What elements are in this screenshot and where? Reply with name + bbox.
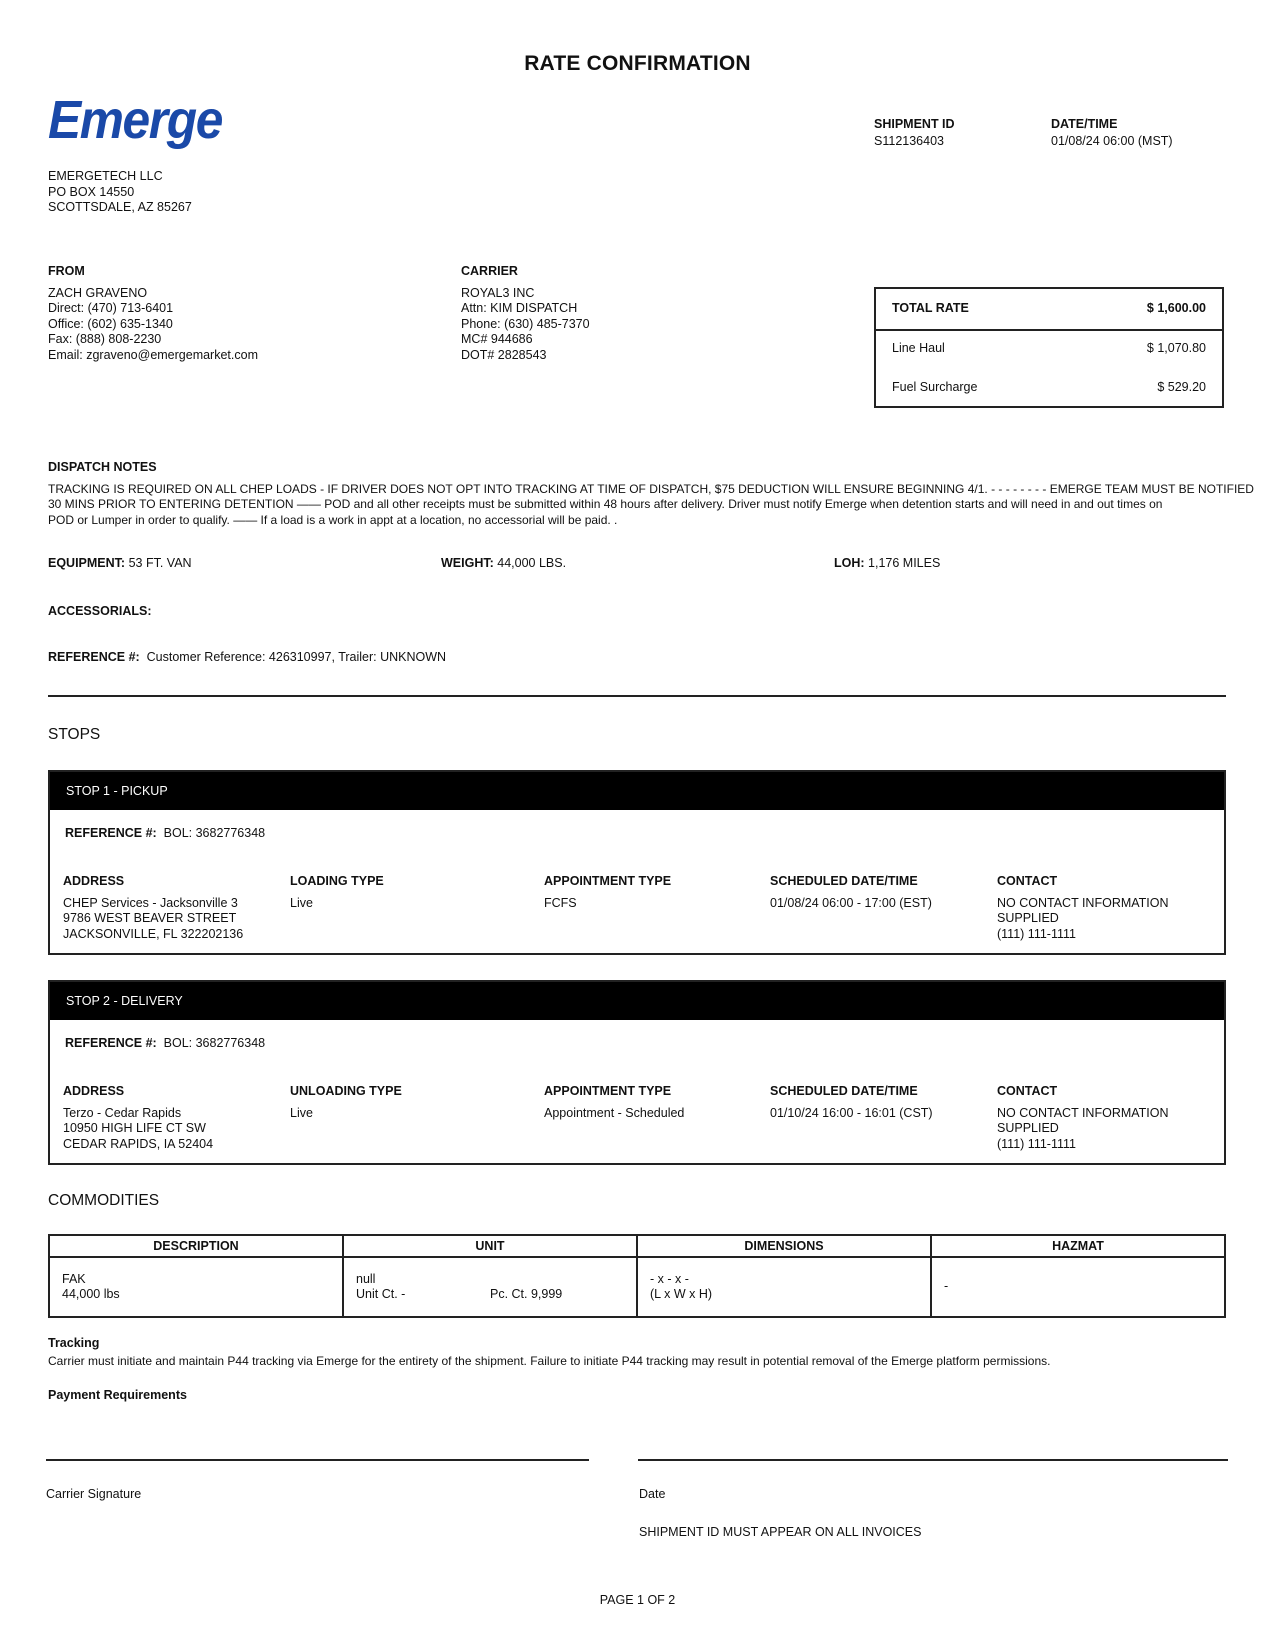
col-description: DESCRIPTION — [49, 1235, 343, 1257]
date-label: Date — [639, 1487, 666, 1501]
date-time-label: DATE/TIME — [1051, 117, 1118, 131]
stop-2-unloading-type — [290, 1084, 402, 1121]
from-label: FROM — [48, 264, 85, 278]
loading-type-value: Live — [290, 895, 313, 910]
carrier-line: ROYAL3 INC — [461, 285, 535, 300]
address-line: JACKSONVILLE, FL 322202136 — [63, 926, 244, 941]
from-line: Direct: (470) 713-6401 — [48, 301, 174, 315]
stop-1-contact — [997, 874, 1169, 942]
contact-line: SUPPLIED — [997, 911, 1059, 925]
page-number: PAGE 1 OF 2 — [599, 1593, 676, 1607]
company-address — [48, 169, 192, 216]
scheduled-value: 01/10/24 16:00 - 16:01 (CST) — [770, 1105, 933, 1120]
tracking-label: Tracking — [48, 1336, 100, 1350]
appointment-type-label: APPOINTMENT TYPE — [544, 1084, 672, 1098]
total-rate-row — [892, 301, 1206, 315]
stop-1-address — [63, 874, 243, 942]
total-rate-label: TOTAL RATE — [892, 301, 969, 315]
stop-1-box — [48, 770, 1226, 955]
reference-label: REFERENCE #: — [48, 650, 140, 664]
stop-2-reference — [65, 1036, 265, 1050]
carrier-signature-label: Carrier Signature — [46, 1487, 142, 1501]
stop-2-contact — [997, 1084, 1169, 1152]
from-line: Office: (602) 635-1340 — [48, 316, 173, 331]
commodities-heading: COMMODITIES — [48, 1192, 160, 1209]
from-block — [48, 264, 258, 363]
dimensions-line: - x - x - — [650, 1271, 689, 1286]
contact-line: SUPPLIED — [997, 1121, 1059, 1135]
stop-2-appointment-type — [544, 1084, 684, 1121]
dispatch-notes — [48, 460, 1254, 528]
col-hazmat: HAZMAT — [931, 1235, 1225, 1257]
carrier-line: Attn: KIM DISPATCH — [461, 301, 578, 315]
page-title: RATE CONFIRMATION — [524, 52, 751, 75]
appointment-type-value: FCFS — [544, 895, 577, 910]
stop-2-header: STOP 2 - DELIVERY — [50, 982, 1224, 1020]
description-cell — [49, 1257, 343, 1317]
from-line: ZACH GRAVENO — [48, 285, 148, 300]
stop-1-loading-type — [290, 874, 384, 911]
shipment-id-value: S112136403 — [874, 134, 944, 148]
dimensions-cell — [637, 1257, 931, 1317]
equipment-label: EQUIPMENT: — [48, 556, 126, 570]
payment-requirements-label: Payment Requirements — [48, 1388, 187, 1402]
company-line: SCOTTSDALE, AZ 85267 — [48, 200, 192, 214]
company-line: EMERGETECH LLC — [48, 169, 163, 183]
stop-1-header: STOP 1 - PICKUP — [50, 772, 1224, 810]
address-line: CEDAR RAPIDS, IA 52404 — [63, 1136, 214, 1151]
description-line: FAK — [62, 1271, 86, 1286]
stop-reference-label: REFERENCE #: — [65, 826, 157, 840]
stop-2-address — [63, 1084, 213, 1152]
stop-reference-value: BOL: 3682776348 — [163, 826, 266, 840]
weight-label: WEIGHT: — [441, 556, 494, 570]
loh-label: LOH: — [834, 556, 865, 570]
fuel-surcharge-row — [892, 380, 1206, 394]
tracking-text: Carrier must initiate and maintain P44 tracking via Emerge for the entirety of the shipment. Failure to initiate P44 tracking may result in potential removal of the Emerge platform permissions. — [48, 1354, 1051, 1368]
contact-label: CONTACT — [997, 1084, 1058, 1098]
dispatch-note-line: POD or Lumper in order to qualify. —— If a load is a work in appt at a location, no accessorial will be paid. . — [48, 512, 618, 527]
table-row — [49, 1257, 1225, 1317]
from-email: Email: zgraveno@emergemarket.com — [48, 347, 258, 362]
weight-value: 44,000 LBS. — [497, 556, 567, 570]
date-time-block — [1051, 117, 1173, 148]
dispatch-note-line: 30 MINS PRIOR TO ENTERING DETENTION —— POD and all other receipts must be submitted within 48 hours after delivery. Driver must notify Emerge when detention starts and will need in and out times on — [48, 497, 1163, 511]
rate-box — [874, 287, 1224, 408]
appointment-type-label: APPOINTMENT TYPE — [544, 874, 672, 888]
carrier-line: DOT# 2828543 — [461, 347, 547, 362]
contact-label: CONTACT — [997, 874, 1058, 888]
stop-1-scheduled — [770, 874, 932, 911]
address-label: ADDRESS — [63, 874, 125, 888]
col-unit: UNIT — [343, 1235, 637, 1257]
description-line: 44,000 lbs — [62, 1287, 120, 1301]
emerge-logo: Emerge — [48, 90, 222, 150]
unit-top: null — [356, 1271, 376, 1286]
piece-count: Pc. Ct. 9,999 — [490, 1287, 563, 1301]
unit-cell — [343, 1257, 637, 1317]
loading-type-label: LOADING TYPE — [290, 874, 384, 888]
carrier-line: MC# 944686 — [461, 332, 533, 346]
unloading-type-label: UNLOADING TYPE — [290, 1084, 402, 1098]
line-haul-label: Line Haul — [892, 341, 945, 355]
unit-counts — [356, 1287, 624, 1303]
reference — [48, 650, 446, 664]
stop-reference-label: REFERENCE #: — [65, 1036, 157, 1050]
total-rate-value: $ 1,600.00 — [1146, 301, 1206, 315]
contact-line: NO CONTACT INFORMATION — [997, 1105, 1169, 1120]
reference-value: Customer Reference: 426310997, Trailer: UNKNOWN — [146, 650, 447, 664]
shipment-id-label: SHIPMENT ID — [874, 117, 955, 131]
from-line: Fax: (888) 808-2230 — [48, 332, 162, 346]
unloading-type-value: Live — [290, 1105, 313, 1120]
stop-1-reference — [65, 826, 265, 840]
carrier-signature-line — [46, 1459, 589, 1461]
scheduled-label: SCHEDULED DATE/TIME — [770, 874, 918, 888]
address-label: ADDRESS — [63, 1084, 125, 1098]
weight — [441, 556, 566, 570]
accessorials-label: ACCESSORIALS: — [48, 604, 152, 618]
dispatch-note-line: TRACKING IS REQUIRED ON ALL CHEP LOADS - IF DRIVER DOES NOT OPT INTO TRACKING AT TIME OF DISPATCH, $75 DEDUCTION WILL ENSURE BEGINNING 4/1. - - - - - - - - EMERGE TEAM MUST BE NOTIFIED — [48, 481, 1254, 496]
contact-line: (111) 111-1111 — [997, 1136, 1076, 1151]
contact-line: NO CONTACT INFORMATION — [997, 895, 1169, 910]
invoice-note: SHIPMENT ID MUST APPEAR ON ALL INVOICES — [639, 1525, 922, 1539]
date-signature-line — [638, 1459, 1228, 1461]
address-line: 9786 WEST BEAVER STREET — [63, 911, 237, 925]
dimensions-line: (L x W x H) — [650, 1287, 713, 1301]
unit-count: Unit Ct. - — [356, 1287, 406, 1301]
equipment — [48, 556, 192, 570]
fuel-surcharge-value: $ 529.20 — [1157, 380, 1206, 394]
loh — [834, 556, 940, 570]
table-header-row — [49, 1235, 1225, 1257]
stop-2-scheduled — [770, 1084, 933, 1121]
line-haul-value: $ 1,070.80 — [1146, 341, 1206, 355]
carrier-block — [461, 264, 590, 363]
shipment-id-block — [874, 117, 955, 148]
hazmat-cell: - — [931, 1257, 1225, 1317]
rate-divider — [876, 329, 1222, 331]
loh-value: 1,176 MILES — [868, 556, 941, 570]
equipment-value: 53 FT. VAN — [128, 556, 192, 570]
section-divider — [48, 695, 1226, 697]
date-time-value: 01/08/24 06:00 (MST) — [1051, 134, 1173, 148]
carrier-line: Phone: (630) 485-7370 — [461, 316, 590, 331]
stop-2-box — [48, 980, 1226, 1165]
address-line: 10950 HIGH LIFE CT SW — [63, 1121, 206, 1135]
stop-reference-value: BOL: 3682776348 — [163, 1036, 266, 1050]
line-haul-row — [892, 341, 1206, 355]
carrier-label: CARRIER — [461, 264, 518, 278]
contact-line: (111) 111-1111 — [997, 926, 1076, 941]
company-line: PO BOX 14550 — [48, 184, 135, 199]
fuel-surcharge-label: Fuel Surcharge — [892, 380, 978, 394]
stops-heading: STOPS — [48, 726, 101, 743]
appointment-type-value: Appointment - Scheduled — [544, 1105, 685, 1120]
scheduled-value: 01/08/24 06:00 - 17:00 (EST) — [770, 895, 932, 910]
col-dimensions: DIMENSIONS — [637, 1235, 931, 1257]
address-line: Terzo - Cedar Rapids — [63, 1105, 182, 1120]
dispatch-notes-label: DISPATCH NOTES — [48, 460, 157, 474]
address-line: CHEP Services - Jacksonville 3 — [63, 895, 238, 910]
commodities-table — [48, 1234, 1226, 1318]
stop-1-appointment-type — [544, 874, 671, 911]
scheduled-label: SCHEDULED DATE/TIME — [770, 1084, 918, 1098]
